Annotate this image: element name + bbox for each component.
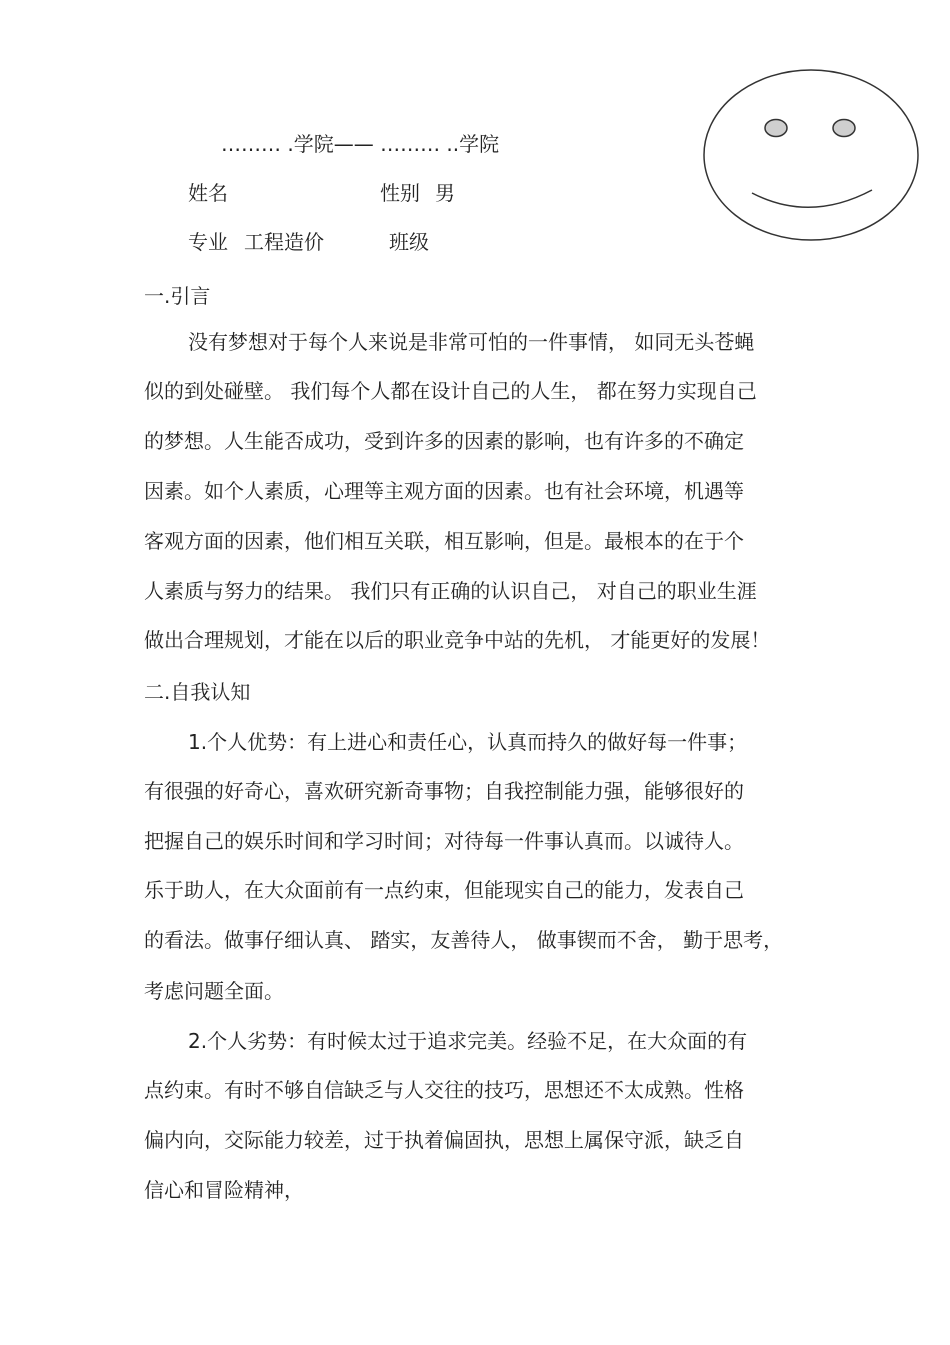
paragraph-line: 似的到处碰壁。 我们每个人都在设计自己的人生， 都在努力实现自己 [144,379,757,403]
paragraph-line: 点约束。有时不够自信缺乏与人交往的技巧，思想还不太成熟。性格 [144,1078,744,1102]
class-label: 班级 [389,230,429,254]
paragraph-line: 的看法。做事仔细认真、 踏实，友善待人， 做事锲而不舍， 勤于思考， [144,928,784,952]
paragraph-line: 信心和冒险精神， [144,1178,304,1202]
paragraph-line: 没有梦想对于每个人来说是非常可怕的一件事情， 如同无头苍蝇 [188,330,755,354]
smiley-face-drawing [700,65,922,245]
section2-heading: 二.自我认知 [144,680,251,704]
paragraph-line: 乐于助人，在大众面前有一点约束，但能现实自己的能力，发表自己 [144,878,744,902]
major-value: 工程造价 [244,230,324,254]
paragraph-line: 人素质与努力的结果。 我们只有正确的认识自己， 对自己的职业生涯 [144,579,757,603]
gender-value: 男 [435,181,455,205]
section1-heading: 一.引言 [144,284,211,308]
paragraph-line: 客观方面的因素，他们相互关联，相互影响，但是。最根本的在于个 [144,529,744,553]
paragraph-line: 把握自己的娱乐时间和学习时间；对待每一件事认真而。以诚待人。 [144,829,744,853]
face-outline [704,70,918,240]
left-eye [765,120,787,137]
right-eye [833,120,855,137]
paragraph-line: 考虑问题全面。 [144,979,284,1003]
paragraph-line: 1.个人优势：有上进心和责任心，认真而持久的做好每一件事； [188,730,748,754]
paragraph-line: 偏内向，交际能力较差，过于执着偏固执，思想上属保守派，缺乏自 [144,1128,744,1152]
paragraph-line: 做出合理规划，才能在以后的职业竞争中站的先机， 才能更好的发展！ [144,628,771,652]
paragraph-line: 2.个人劣势：有时候太过于追求完美。经验不足，在大众面的有 [188,1029,748,1053]
smile-mouth [752,190,872,207]
name-label: 姓名 [188,181,228,205]
college-line: ……… .学院—— ……… ..学院 [221,132,500,156]
paragraph-line: 有很强的好奇心，喜欢研究新奇事物；自我控制能力强，能够很好的 [144,779,744,803]
paragraph-line: 因素。如个人素质，心理等主观方面的因素。也有社会环境，机遇等 [144,479,744,503]
gender-label: 性别 [380,181,420,205]
paragraph-line: 的梦想。人生能否成功，受到许多的因素的影响，也有许多的不确定 [144,429,744,453]
major-label: 专业 [188,230,228,254]
